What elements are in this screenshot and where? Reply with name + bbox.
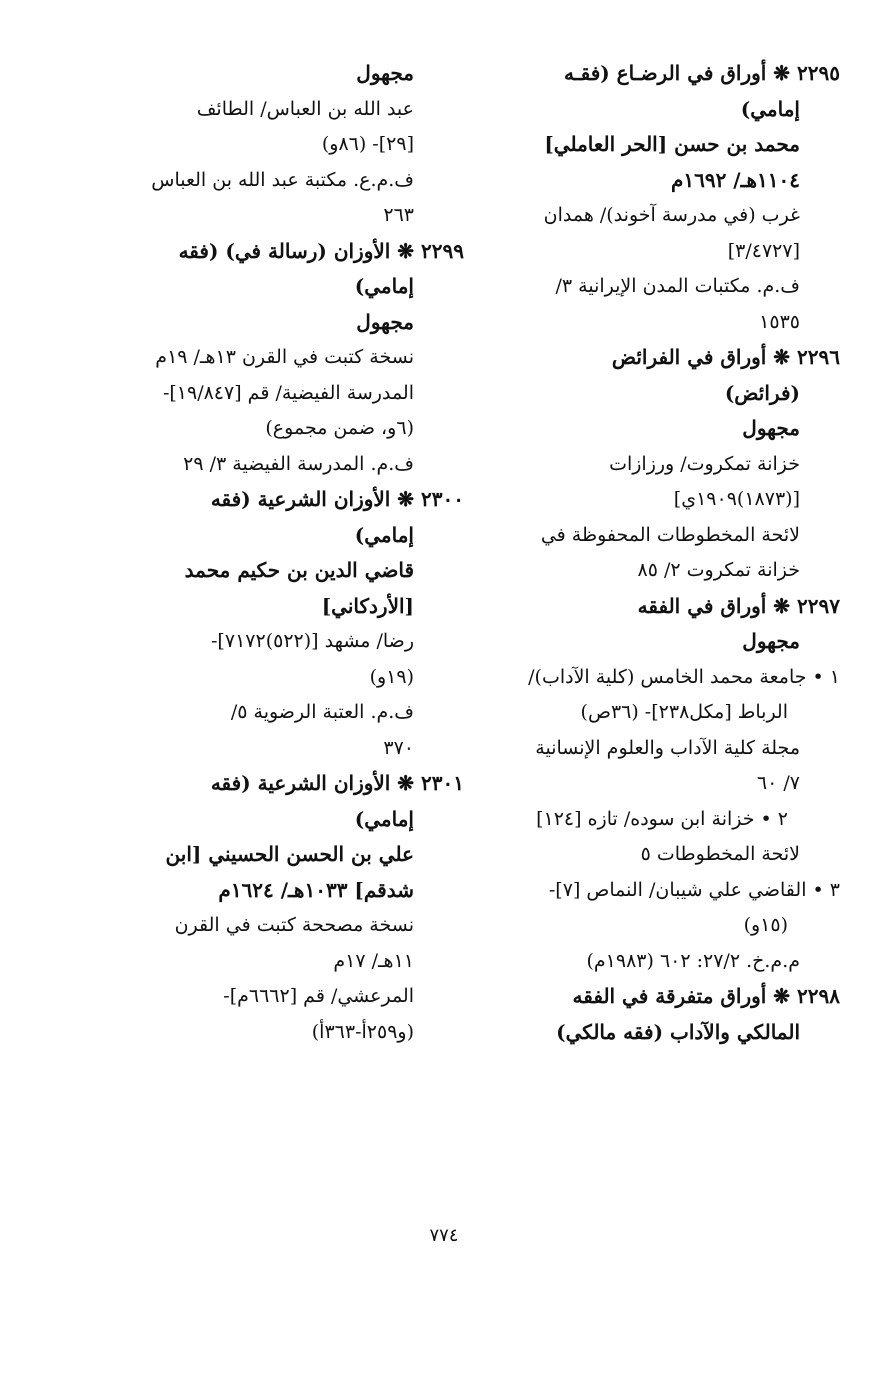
entry-text-line: ٢ • خزانة ابن سوده/ تازه [١٢٤] [536,807,788,830]
entry-text-line: م.م.خ. ٢٧/٢: ٦٠٢ (١٩٨٣م) [586,949,800,972]
entry-text-line: لائحة المخطوطات المحفوظة في [540,523,800,546]
entry-text-line: نسخة مصححة كتبت في القرن [174,914,414,936]
entry-heading-line: إمامي) [354,274,414,298]
entry-text-line: (١٩و) [369,665,414,688]
entry-text-line: (١٥و) [743,914,788,936]
entry-heading-line: مجهول [742,416,800,440]
entry-heading-line: مجهول [742,629,800,653]
entry-text-line: ١١هـ/ ١٧م [333,949,414,972]
entry-text-line: مجلة كلية الآداب والعلوم الإنسانية [535,736,800,759]
entry-text-line: ٣٧٠ [383,736,414,759]
entry-text-line: المرعشي/ قم [٦٦٦٢م]- [223,985,414,1007]
entry-text-line: غرب (في مدرسة آخوند)/ همدان [543,204,800,226]
entry-heading-line: شدقم] ١٠٣٣هـ/ ١٦٢٤م [218,877,414,902]
entry-text-line: ١٥٣٥ [759,310,800,333]
right-column [462,56,840,1050]
entry-text-line: ف.م.ع. مكتبة عبد الله بن العباس [151,168,414,191]
entry-heading-line: ٢٢٩٥ ❋ أوراق في الرضـاع (فقـه [564,61,840,85]
entry-heading-line: ١١٠٤هـ/ ١٦٩٢م [670,167,800,192]
entry-text-line: خزانة تمكروت/ ورزازات [609,452,800,475]
page-number: ٧٧٤ [429,1225,459,1246]
entry-text-line: ١ • جامعة محمد الخامس (كلية الآداب)/ [528,665,840,688]
entry-text-line: ٢٦٣ [383,204,414,226]
entry-heading-line: إمامي) [354,522,414,547]
entry-text-line: نسخة كتبت في القرن ١٣هـ/ ١٩م [155,346,414,368]
entry-heading-line: ٢٢٩٩ ❋ الأوزان (رسالة في) (فقه [178,238,464,263]
left-column [74,56,464,1050]
entry-text-line: رضا/ مشهد [(٥٢٢)٧١٧٢]- [211,630,414,652]
entry-heading-line: ٢٢٩٧ ❋ أوراق في الفقه [637,593,840,618]
entry-heading-line: ٢٣٠٠ ❋ الأوزان الشرعية (فقه [210,487,464,511]
entry-heading-line: المالكي والآداب (فقه مالكي) [556,1019,800,1044]
entry-heading-line: ٢٣٠١ ❋ الأوزان الشرعية (فقه [210,771,464,795]
entry-heading-line: إمامي) [354,806,414,831]
entry-heading-line: ٢٢٩٨ ❋ أوراق متفرقة في الفقه [572,984,840,1008]
entry-text-line: خزانة تمكروت ٢/ ٨٥ [637,559,800,581]
entry-text-line: عبد الله بن العباس/ الطائف [196,97,414,120]
entry-text-line: الرباط [مكل٢٣٨]- (٣٦ص) [580,701,788,723]
entry-heading-line: (فرائض) [724,380,800,405]
entry-heading-line: قاضي الدين بن حكيم محمد [184,558,414,582]
entry-text-line: (٦و، ضمن مجموع) [265,417,414,439]
entry-text-line: [٣/٤٧٢٧] [727,239,800,262]
entry-heading-line: مجهول [356,309,414,334]
entry-text-line: ف.م. العتبة الرضوية ٥/ [230,701,414,723]
entry-text-line: المدرسة الفيضية/ قم [١٩/٨٤٧]- [162,381,414,404]
entry-text-line: ف.م. المدرسة الفيضية ٣/ ٢٩ [183,452,414,475]
entry-text-line: ف.م. مكتبات المدن الإيرانية ٣/ [555,275,800,297]
entry-text-line: ٧/ ٦٠ [756,772,800,794]
entry-heading-line: محمد بن حسن [الحر العاملي] [544,132,800,156]
entry-text-line: [(١٨٧٣)١٩٠٩ي] [673,488,800,510]
entry-heading-line: علي بن الحسن الحسيني [ابن [165,842,414,866]
entry-text-line: لائحة المخطوطات ٥ [640,843,800,865]
entry-text-line: (و٢٥٩أ-٣٦٣أ) [311,1020,414,1043]
entry-heading-line: مجهول [356,61,414,85]
entry-text-line: [٢٩]- (٨٦و) [321,133,414,155]
entry-heading-line: ٢٢٩٦ ❋ أوراق في الفرائض [611,345,840,369]
entry-heading-line: [الأردكاني] [321,593,414,618]
entry-text-line: ٣ • القاضي علي شيبان/ النماص [٧]- [548,878,840,901]
entry-heading-line: إمامي) [740,96,800,121]
